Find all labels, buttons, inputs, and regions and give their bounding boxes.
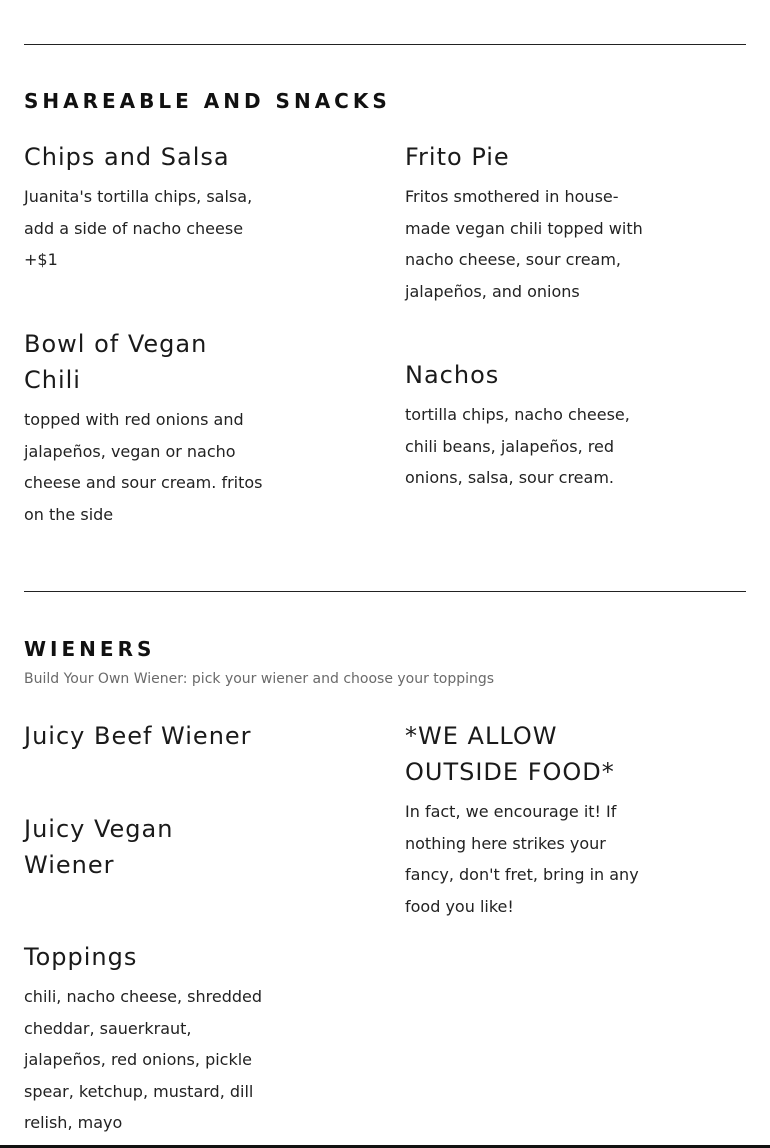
section-divider-top	[24, 44, 746, 45]
menu-item-description: tortilla chips, nacho cheese, chili beans, jalapeños, red onions, salsa, sour cream.	[405, 405, 630, 487]
menu-item-name: Toppings	[24, 943, 138, 971]
menu-item-description: Fritos smothered in house-made vegan chili topped with nacho cheese, sour cream, jalapeños, and onions	[405, 187, 643, 301]
menu-item-juicy-beef-wiener	[24, 718, 324, 754]
section-divider-middle	[24, 591, 746, 592]
menu-item-name: Nachos	[405, 361, 500, 389]
menu-item-toppings	[24, 939, 274, 1139]
menu-item-name: Juicy Beef Wiener	[24, 722, 252, 750]
menu-item-frito-pie	[405, 139, 655, 307]
section-title-wieners: WIENERS	[24, 637, 156, 661]
menu-item-name: Bowl of Vegan Chili	[24, 330, 208, 394]
section-subtitle-wieners: Build Your Own Wiener: pick your wiener and choose your toppings	[24, 671, 495, 687]
menu-item-bowl-of-vegan-chili	[24, 326, 274, 530]
menu-item-juicy-vegan-wiener	[24, 811, 274, 883]
menu-item-chips-and-salsa	[24, 139, 274, 276]
menu-item-description: In fact, we encourage it! If nothing here strikes your fancy, don't fret, bring in any food you like!	[405, 802, 639, 916]
menu-item-name: Frito Pie	[405, 143, 510, 171]
menu-item-name: Juicy Vegan Wiener	[24, 815, 174, 879]
menu-item-name: Chips and Salsa	[24, 143, 230, 171]
section-title-shareable: SHAREABLE AND SNACKS	[24, 89, 391, 113]
menu-item-name: *WE ALLOW OUTSIDE FOOD*	[405, 722, 615, 786]
menu-item-description: chili, nacho cheese, shredded cheddar, sauerkraut, jalapeños, red onions, pickle spear, ketchup, mustard, dill relish, mayo	[24, 987, 263, 1132]
menu-item-description: topped with red onions and jalapeños, vegan or nacho cheese and sour cream. fritos on the side	[24, 410, 263, 524]
menu-item-nachos	[405, 357, 655, 494]
menu-item-description: Juanita's tortilla chips, salsa, add a side of nacho cheese +$1	[24, 187, 253, 269]
menu-item-outside-food-notice	[405, 718, 655, 922]
